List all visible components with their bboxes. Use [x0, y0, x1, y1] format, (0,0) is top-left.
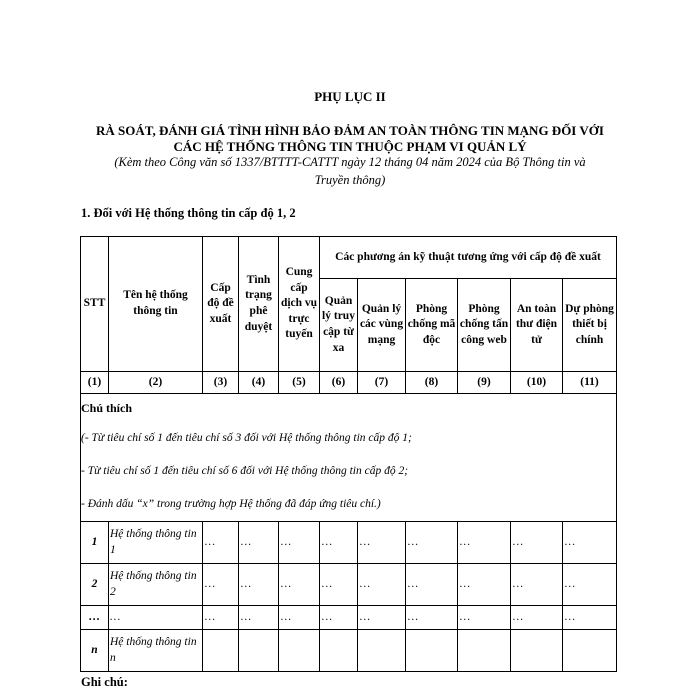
header-approval-status: Tình trạng phê duyệt — [239, 237, 279, 372]
row-stt: … — [81, 606, 109, 630]
table-cell — [358, 630, 406, 672]
header-online-service: Cung cấp dịch vụ trực tuyến — [279, 237, 320, 372]
document-title-line-1: RÀ SOÁT, ĐÁNH GIÁ TÌNH HÌNH BẢO ĐẢM AN TOÀN THÔNG TIN MẠNG ĐỐI VỚI — [96, 123, 604, 138]
header-remote-access: Quản lý truy cập từ xa — [320, 279, 358, 372]
assessment-table — [80, 236, 617, 672]
row-system-name: Hệ thống thông tin n — [109, 630, 203, 672]
row-stt: n — [81, 630, 109, 672]
header-web-attack-protection: Phòng chống tấn công web — [458, 279, 511, 372]
header-network-zones: Quản lý các vùng mạng — [358, 279, 406, 372]
table-cell: … — [203, 564, 239, 606]
column-number: (2) — [109, 372, 203, 394]
table-cell: … — [320, 606, 358, 630]
table-cell: … — [320, 564, 358, 606]
row-system-name: Hệ thống thông tin 2 — [109, 564, 203, 606]
column-number: (11) — [563, 372, 617, 394]
table-cell: … — [458, 564, 511, 606]
table-cell: … — [406, 522, 458, 564]
row-system-name: … — [109, 606, 203, 630]
column-number: (3) — [203, 372, 239, 394]
table-cell — [563, 630, 617, 672]
note-line: - Đánh dấu “x” trong trường hợp Hệ thống đã đáp ứng tiêu chí.) — [81, 498, 381, 510]
table-cell: … — [203, 522, 239, 564]
table-cell: … — [320, 522, 358, 564]
table-cell — [203, 630, 239, 672]
table-cell: … — [239, 564, 279, 606]
row-system-name: Hệ thống thông tin 1 — [109, 522, 203, 564]
appendix-label: PHỤ LỤC II — [314, 89, 386, 104]
table-row — [81, 630, 617, 672]
row-stt: 2 — [81, 564, 109, 606]
table-cell — [279, 630, 320, 672]
table-cell: … — [406, 606, 458, 630]
table-row — [81, 564, 617, 606]
note-line: - Từ tiêu chí số 1 đến tiêu chí số 6 đối với Hệ thống thông tin cấp độ 2; — [81, 465, 409, 477]
header-backup-equipment: Dự phòng thiết bị chính — [563, 279, 617, 372]
table-cell: … — [203, 606, 239, 630]
column-number: (6) — [320, 372, 358, 394]
table-cell: … — [563, 564, 617, 606]
header-system-name: Tên hệ thống thông tin — [109, 237, 203, 372]
header-email-security: An toàn thư điện tử — [511, 279, 563, 372]
table-cell: … — [358, 522, 406, 564]
column-number: (5) — [279, 372, 320, 394]
document-title-line-2: CÁC HỆ THỐNG THÔNG TIN THUỘC PHẠM VI QUẢN LÝ — [173, 139, 527, 154]
table-cell: … — [511, 564, 563, 606]
column-number: (1) — [81, 372, 109, 394]
column-number: (8) — [406, 372, 458, 394]
table-cell: … — [458, 522, 511, 564]
table-cell — [458, 630, 511, 672]
document-subtitle-line-2: Truyền thông) — [314, 173, 386, 187]
table-cell: … — [406, 564, 458, 606]
column-number: (4) — [239, 372, 279, 394]
table-cell: … — [563, 522, 617, 564]
table-cell: … — [279, 522, 320, 564]
table-cell: … — [511, 522, 563, 564]
table-cell: … — [458, 606, 511, 630]
table-cell: … — [239, 522, 279, 564]
table-cell: … — [511, 606, 563, 630]
table-cell — [320, 630, 358, 672]
table-cell: … — [239, 606, 279, 630]
column-number: (10) — [511, 372, 563, 394]
header-proposed-level: Cấp độ đề xuất — [203, 237, 239, 372]
header-malware-protection: Phòng chống mã độc — [406, 279, 458, 372]
table-cell — [511, 630, 563, 672]
footer-note-label: Ghi chú: — [81, 675, 128, 689]
table-cell — [239, 630, 279, 672]
column-number: (7) — [358, 372, 406, 394]
note-line: (- Từ tiêu chí số 1 đến tiêu chí số 3 đối với Hệ thống thông tin cấp độ 1; — [81, 432, 412, 444]
notes-block — [81, 394, 617, 522]
table-cell: … — [563, 606, 617, 630]
section-title: 1. Đối với Hệ thống thông tin cấp độ 1, 2 — [81, 206, 296, 220]
notes-title: Chú thích — [81, 401, 133, 415]
table-row — [81, 606, 617, 630]
table-cell: … — [279, 564, 320, 606]
table-cell: … — [358, 606, 406, 630]
header-technical-measures-group: Các phương án kỹ thuật tương ứng với cấp độ đề xuất — [320, 237, 617, 279]
table-cell: … — [279, 606, 320, 630]
table-cell: … — [358, 564, 406, 606]
column-number: (9) — [458, 372, 511, 394]
row-stt: 1 — [81, 522, 109, 564]
document-subtitle-line-1: (Kèm theo Công văn số 1337/BTTTT-CATTT ngày 12 tháng 04 năm 2024 của Bộ Thông tin và — [114, 155, 586, 169]
table-cell — [406, 630, 458, 672]
table-row — [81, 522, 617, 564]
header-stt: STT — [81, 237, 109, 372]
